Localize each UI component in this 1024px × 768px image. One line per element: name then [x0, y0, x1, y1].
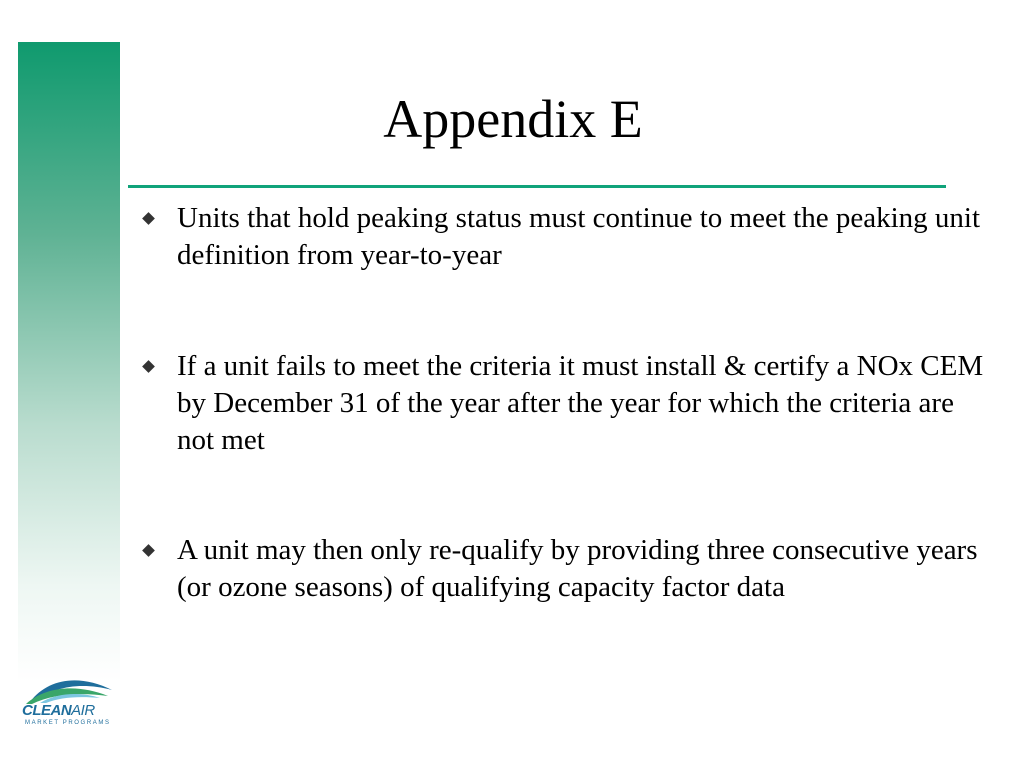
clean-air-logo: [20, 672, 116, 732]
bullet-text: Units that hold peaking status must continue to meet the peaking unit definition from year-to-year: [177, 202, 981, 271]
slide-title: Appendix E: [383, 89, 643, 149]
bullet-text: A unit may then only re-qualify by providing three consecutive years (or ozone seasons) of qualifying capacity factor data: [177, 534, 978, 603]
diamond-bullet-icon: [142, 212, 155, 225]
bullet-text: If a unit fails to meet the criteria it must install & certify a NOx CEM by December 31 of the year after the year for which the criteria are not met: [177, 350, 984, 456]
diamond-bullet-icon: [142, 544, 155, 557]
logo-word-air: AIR: [71, 702, 95, 719]
logo-word-clean: CLEAN: [22, 702, 72, 719]
bullet-list: [140, 200, 990, 606]
bullet-item: [140, 532, 990, 606]
diamond-bullet-icon: [142, 360, 155, 373]
logo-wordmark: [22, 702, 95, 719]
logo-swoosh-icon: [20, 672, 116, 706]
title-underline: [128, 185, 946, 188]
bullet-item: [140, 348, 990, 459]
bullet-item: [140, 200, 990, 274]
decorative-side-bar: [18, 42, 120, 682]
logo-subtitle: MARKET PROGRAMS: [25, 720, 111, 726]
